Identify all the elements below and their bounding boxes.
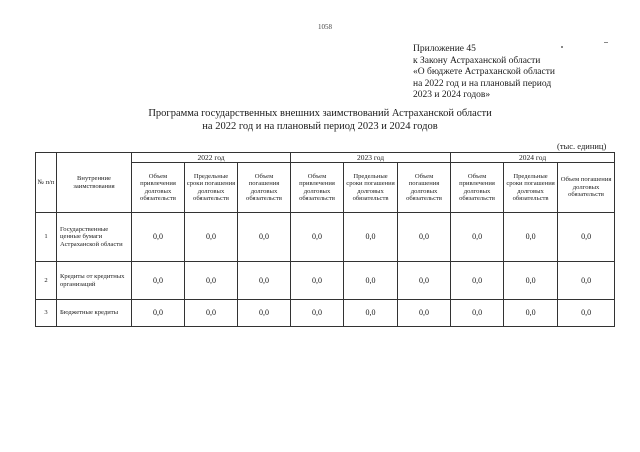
value-cell: 0,0 <box>185 300 238 327</box>
value-cell: 0,0 <box>238 300 291 327</box>
value-cell: 0,0 <box>558 262 615 300</box>
subheader-repayment-terms: Предельные сроки погашения долговых обязательств <box>344 163 398 213</box>
year-header-2023: 2023 год <box>291 153 451 163</box>
value-cell: 0,0 <box>504 213 558 262</box>
subheader-volume-raised: Объем привлечения долговых обязательств <box>132 163 185 213</box>
value-cell: 0,0 <box>344 262 398 300</box>
row-number: 2 <box>36 262 57 300</box>
subheader-volume-raised: Объем привлечения долговых обязательств <box>291 163 344 213</box>
appendix-header <box>413 44 555 102</box>
subheader-repayment-terms: Предельные сроки погашения долговых обязательств <box>504 163 558 213</box>
page-number: 1058 <box>318 23 332 31</box>
col-header-borrowings: Внутренние заимствования <box>57 153 132 213</box>
value-cell: 0,0 <box>291 213 344 262</box>
year-header-2024: 2024 год <box>451 153 615 163</box>
col-header-number: № п/п <box>36 153 57 213</box>
value-cell: 0,0 <box>238 262 291 300</box>
value-cell: 0,0 <box>558 213 615 262</box>
unit-label: (тыс. единиц) <box>557 141 607 151</box>
value-cell: 0,0 <box>558 300 615 327</box>
value-cell: 0,0 <box>504 300 558 327</box>
subheader-repayment-terms: Предельные сроки погашения долговых обязательств <box>185 163 238 213</box>
table-row <box>36 262 615 300</box>
table-row <box>36 213 615 262</box>
subheader-volume-repaid: Объем погашения долговых обязательств <box>398 163 451 213</box>
value-cell: 0,0 <box>451 213 504 262</box>
appendix-line: на 2022 год и на плановый период <box>413 78 552 89</box>
value-cell: 0,0 <box>451 262 504 300</box>
scan-speck <box>561 46 563 48</box>
value-cell: 0,0 <box>344 213 398 262</box>
value-cell: 0,0 <box>238 213 291 262</box>
value-cell: 0,0 <box>344 300 398 327</box>
borrowing-program-table <box>35 152 615 327</box>
row-number: 1 <box>36 213 57 262</box>
value-cell: 0,0 <box>185 262 238 300</box>
table-row <box>36 300 615 327</box>
value-cell: 0,0 <box>132 262 185 300</box>
value-cell: 0,0 <box>398 262 451 300</box>
year-header-2022: 2022 год <box>132 153 291 163</box>
appendix-line: к Закону Астраханской области <box>413 55 541 66</box>
value-cell: 0,0 <box>451 300 504 327</box>
row-name: Бюджетные кредиты <box>57 300 132 327</box>
row-name: Кредиты от кредитных организаций <box>57 262 132 300</box>
row-number: 3 <box>36 300 57 327</box>
subheader-volume-raised: Объем привлечения долговых обязательств <box>451 163 504 213</box>
appendix-line: «О бюджете Астраханской области <box>413 67 555 77</box>
value-cell: 0,0 <box>132 213 185 262</box>
value-cell: 0,0 <box>291 300 344 327</box>
subheader-volume-repaid: Объем погашения долговых обязательств <box>238 163 291 213</box>
header-row-years <box>36 153 615 163</box>
scan-speck <box>604 42 608 43</box>
value-cell: 0,0 <box>132 300 185 327</box>
title-line-1: Программа государственных внешних заимствований Астраханской области <box>148 108 492 119</box>
value-cell: 0,0 <box>504 262 558 300</box>
row-name: Государственные ценные бумаги Астраханской области <box>57 213 132 262</box>
title-line-2: на 2022 год и на плановый период 2023 и 2024 годов <box>202 120 438 132</box>
value-cell: 0,0 <box>398 300 451 327</box>
appendix-line: Приложение 45 <box>413 44 476 54</box>
value-cell: 0,0 <box>398 213 451 262</box>
value-cell: 0,0 <box>185 213 238 262</box>
value-cell: 0,0 <box>291 262 344 300</box>
document-title <box>0 108 640 133</box>
appendix-line: 2023 и 2024 годов» <box>413 90 491 100</box>
subheader-volume-repaid: Объем погашения долговых обязательств <box>558 163 615 213</box>
